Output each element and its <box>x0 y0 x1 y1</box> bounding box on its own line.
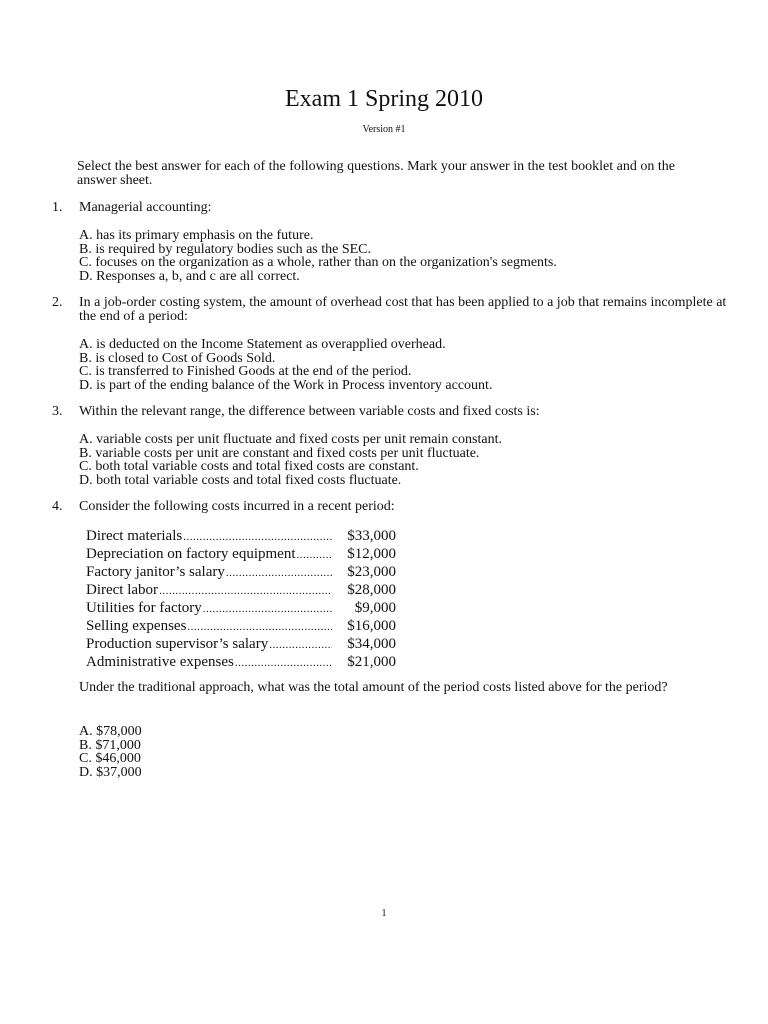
cost-label: Direct materials <box>86 528 183 544</box>
cost-label: Utilities for factory <box>86 600 202 616</box>
choice-d: D. is part of the ending balance of the Work in Process inventory account. <box>79 377 493 393</box>
question-4 <box>52 500 732 514</box>
cost-row <box>86 653 396 671</box>
question-text: Managerial accounting: <box>79 200 212 215</box>
cost-amount: $12,000 <box>347 546 396 562</box>
choice-c: C. focuses on the organization as a whole, rather than on the organization's segments. <box>79 255 557 271</box>
answer-choices <box>79 433 732 487</box>
choice-d: D. $37,000 <box>79 764 142 780</box>
cost-table <box>86 527 396 671</box>
choice-a: A. $78,000 <box>79 724 142 739</box>
choice-b: B. is required by regulatory bodies such as the SEC. <box>79 241 372 257</box>
question-number: 2. <box>52 295 63 310</box>
question-2 <box>52 296 732 392</box>
answer-choices <box>79 229 732 283</box>
choice-b: B. is closed to Cost of Goods Sold. <box>79 350 276 366</box>
cost-amount: $33,000 <box>347 528 396 544</box>
answer-choices <box>79 338 732 392</box>
question-number: 1. <box>52 200 63 215</box>
question-followup-text: Under the traditional approach, what was the total amount of the period costs listed above for the period? <box>79 680 668 695</box>
choice-c: C. both total variable costs and total fixed costs are constant. <box>79 459 419 475</box>
dot-leader <box>186 618 332 636</box>
choice-b: B. variable costs per unit are constant and fixed costs per unit fluctuate. <box>79 445 480 461</box>
cost-amount: $16,000 <box>347 618 396 634</box>
cost-label: Direct labor <box>86 582 159 598</box>
dot-leader <box>158 582 332 600</box>
dot-leader <box>268 636 332 654</box>
cost-row <box>86 617 396 635</box>
dot-leader <box>225 564 332 582</box>
question-number: 4. <box>52 499 63 514</box>
question-number: 3. <box>52 404 63 419</box>
dot-leader <box>182 528 332 546</box>
cost-label: Depreciation on factory equipment <box>86 546 296 562</box>
choice-a: A. has its primary emphasis on the future. <box>79 228 314 243</box>
choice-b: B. $71,000 <box>79 737 141 753</box>
cost-row <box>86 599 396 617</box>
answer-choices <box>79 725 142 779</box>
cost-row <box>86 563 396 581</box>
dot-leader <box>234 654 332 672</box>
choice-a: A. variable costs per unit fluctuate and fixed costs per unit remain constant. <box>79 432 502 447</box>
question-text: Consider the following costs incurred in a recent period: <box>79 499 395 514</box>
cost-amount: $23,000 <box>347 564 396 580</box>
cost-label: Production supervisor’s salary <box>86 636 269 652</box>
choice-c: C. is transferred to Finished Goods at the end of the period. <box>79 364 412 380</box>
cost-label: Factory janitor’s salary <box>86 564 225 580</box>
version-label: Version #1 <box>362 124 406 135</box>
cost-amount: $28,000 <box>347 582 396 598</box>
cost-row <box>86 635 396 653</box>
page-number: 1 <box>381 908 387 919</box>
cost-row <box>86 581 396 599</box>
cost-label: Selling expenses <box>86 618 187 634</box>
dot-leader <box>202 600 332 618</box>
exam-title: Exam 1 Spring 2010 <box>285 86 483 112</box>
dot-leader <box>296 546 332 564</box>
instructions-text: Select the best answer for each of the following questions. Mark your answer in the test booklet and on the answer sheet. <box>77 159 675 188</box>
cost-amount: $21,000 <box>347 654 396 670</box>
cost-label: Administrative expenses <box>86 654 234 670</box>
choice-d: D. both total variable costs and total fixed costs fluctuate. <box>79 472 402 488</box>
choice-d: D. Responses a, b, and c are all correct. <box>79 268 300 284</box>
choice-c: C. $46,000 <box>79 751 141 767</box>
choice-a: A. is deducted on the Income Statement as overapplied overhead. <box>79 337 446 352</box>
question-3 <box>52 405 732 487</box>
cost-amount: $34,000 <box>347 636 396 652</box>
cost-amount: $9,000 <box>354 600 396 616</box>
question-text: Within the relevant range, the difference between variable costs and fixed costs is: <box>79 404 540 419</box>
question-text: In a job-order costing system, the amount of overhead cost that has been applied to a job that remains incomplete at the end of a period: <box>79 295 727 324</box>
cost-row <box>86 527 396 545</box>
cost-row <box>86 545 396 563</box>
question-1 <box>52 201 732 283</box>
